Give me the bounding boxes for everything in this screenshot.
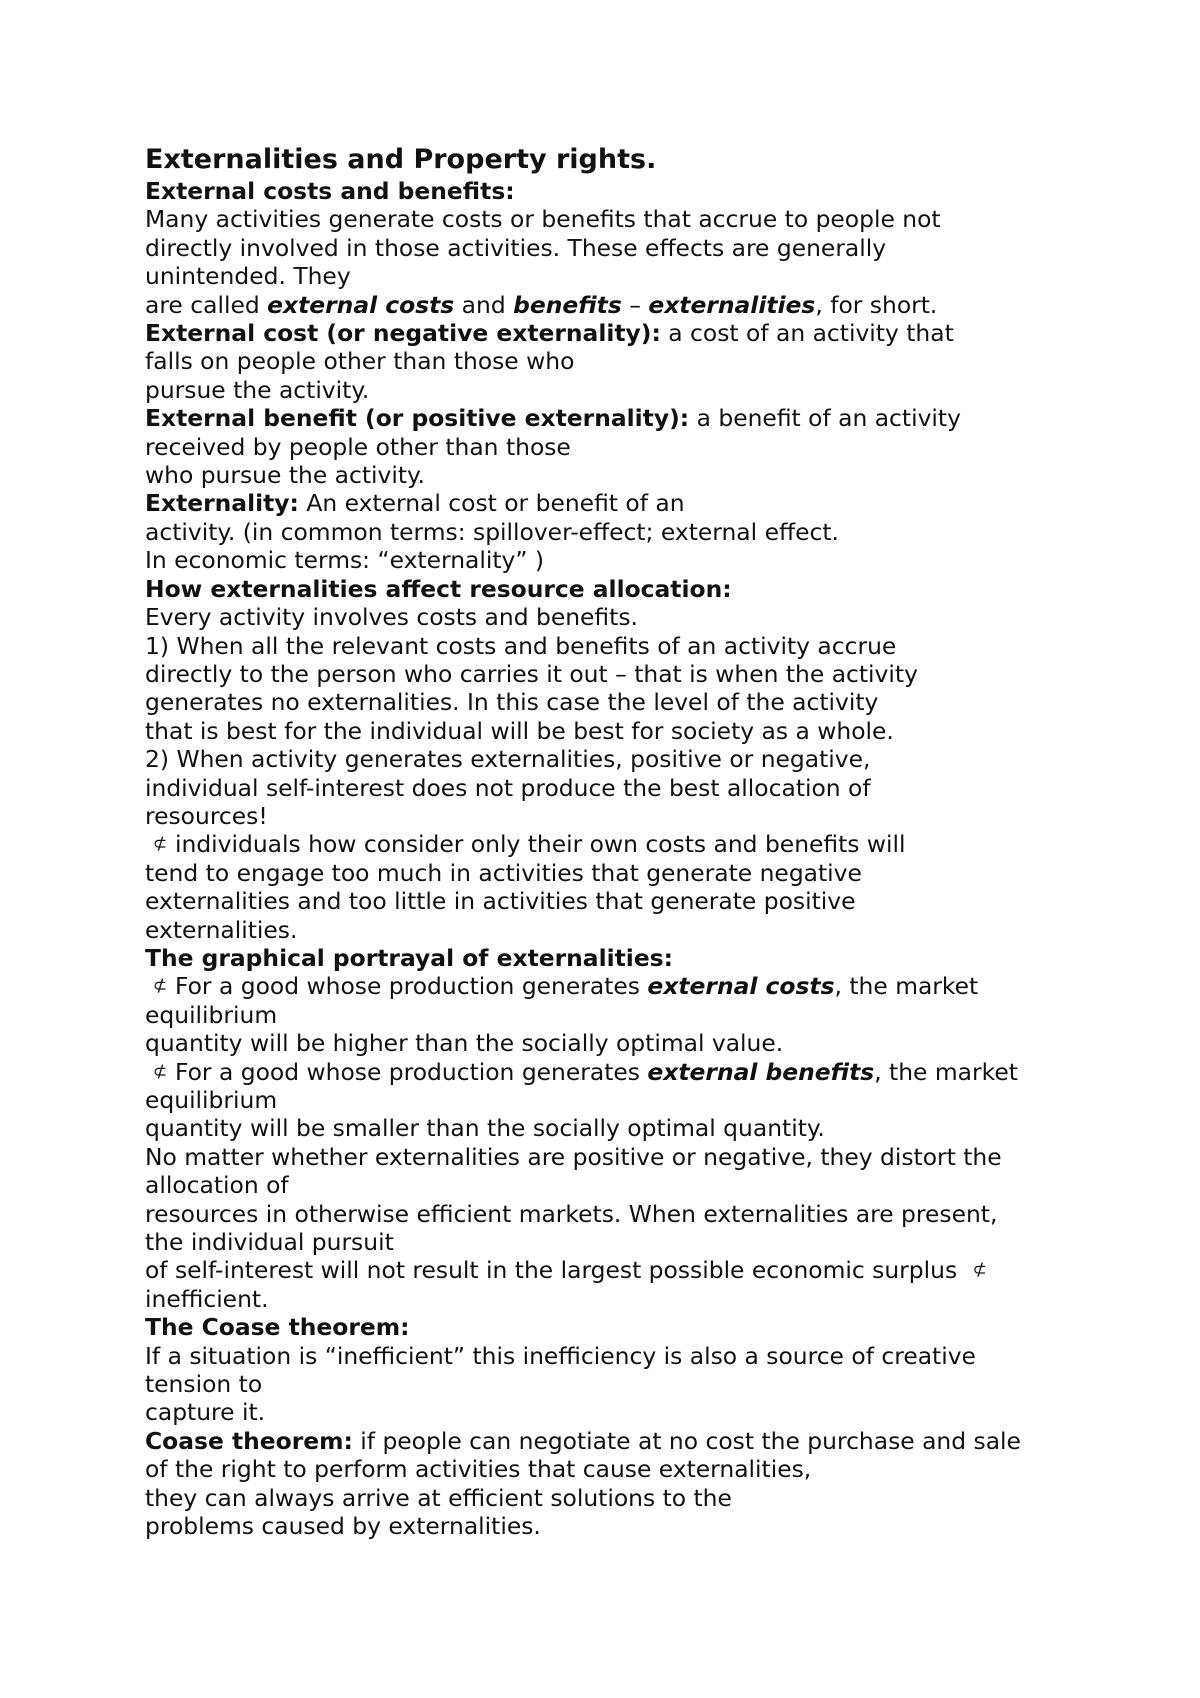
text-run: who pursue the activity.: [145, 461, 425, 490]
text-run: In economic terms: “externality” ): [145, 546, 545, 575]
arrow-bullet-icon: ⊄: [152, 976, 168, 997]
text-run: , for short.: [815, 290, 938, 319]
text-run: directly involved in those activities. These effects are generally: [145, 233, 887, 262]
text-run: tend to engage too much in activities that generate negative: [145, 858, 862, 887]
text-line: [145, 262, 1075, 290]
document-title: Externalities and Property rights.: [145, 144, 657, 175]
text-run: benefits: [513, 290, 622, 319]
text-run: capture it.: [145, 1398, 266, 1427]
text-run: For a good whose production generates: [175, 1057, 648, 1086]
text-line: [145, 1029, 1075, 1057]
text-run: External benefit (or positive externality):: [145, 404, 690, 433]
arrow-bullet-icon: ⊄: [152, 1061, 168, 1082]
text-line: [145, 1143, 1075, 1171]
text-run: received by people other than those: [145, 432, 571, 461]
text-run: External cost (or negative externality):: [145, 319, 661, 348]
text-run: of self-interest will not result in the largest possible economic surplus: [145, 1256, 965, 1285]
text-run: quantity will be higher than the socially optimal value.: [145, 1029, 784, 1058]
text-run: that is best for the individual will be best for society as a whole.: [145, 716, 894, 745]
text-run: and: [454, 290, 514, 319]
text-line: [145, 802, 1075, 830]
text-run: falls on people other than those who: [145, 347, 575, 376]
text-line: [145, 404, 1075, 432]
text-line: [145, 745, 1075, 773]
text-run: equilibrium: [145, 1086, 278, 1114]
text-line: [145, 376, 1075, 404]
text-line: [145, 603, 1075, 631]
text-run: allocation of: [145, 1171, 289, 1200]
text-run: The Coase theorem:: [145, 1313, 410, 1342]
text-run: are called: [145, 290, 268, 319]
text-run: inefficient.: [145, 1284, 269, 1313]
text-line: [145, 319, 1075, 347]
text-run: resources in otherwise efficient markets. When externalities are present,: [145, 1199, 998, 1228]
text-run: if people can negotiate at no cost the purchase and sale: [352, 1426, 1021, 1455]
text-line: [145, 1484, 1075, 1512]
text-line: [145, 1058, 1075, 1086]
text-line: [145, 1285, 1075, 1313]
text-run: directly to the person who carries it out – that is when the activity: [145, 659, 918, 688]
text-run: a benefit of an activity: [689, 404, 961, 433]
text-line: [145, 518, 1075, 546]
text-run: a cost of an activity that: [660, 319, 954, 348]
text-line: [145, 546, 1075, 574]
text-line: [145, 1398, 1075, 1426]
text-run: individual self-interest does not produce the best allocation of: [145, 773, 871, 802]
text-run: externalities.: [145, 915, 298, 944]
text-line: [145, 1086, 1075, 1114]
text-run: 1) When all the relevant costs and benefits of an activity accrue: [145, 631, 897, 660]
document-body: [145, 144, 1075, 1541]
text-run: pursue the activity.: [145, 375, 370, 404]
arrow-bullet-icon: ⊄: [152, 834, 168, 855]
text-line: [145, 291, 1075, 319]
text-line: [145, 461, 1075, 489]
text-line: [145, 347, 1075, 375]
text-line: [145, 1455, 1075, 1483]
text-run: externalities: [648, 290, 816, 319]
text-line: [145, 1200, 1075, 1228]
text-line: [145, 489, 1075, 517]
text-line: [145, 575, 1075, 603]
text-run: external benefits: [647, 1057, 875, 1086]
text-run: , the market: [834, 972, 979, 1001]
text-run: unintended. They: [145, 262, 351, 291]
text-run: –: [621, 290, 649, 319]
text-line: [145, 177, 1075, 205]
text-run: individuals how consider only their own costs and benefits will: [175, 830, 906, 859]
text-run: The graphical portrayal of externalities:: [145, 943, 673, 972]
text-line: [145, 717, 1075, 745]
text-run: External costs and benefits:: [145, 177, 515, 205]
text-run: , the market: [874, 1057, 1018, 1086]
text-line: [145, 1342, 1075, 1370]
text-line: [145, 972, 1075, 1000]
text-run: No matter whether externalities are positive or negative, they distort the: [145, 1142, 1002, 1171]
text-line: [145, 1256, 1075, 1284]
text-line: [145, 205, 1075, 233]
text-run: equilibrium: [145, 1000, 278, 1029]
text-run: tension to: [145, 1370, 263, 1399]
text-run: resources!: [145, 801, 268, 830]
text-line: [145, 688, 1075, 716]
text-run: they can always arrive at efficient solutions to the: [145, 1483, 732, 1512]
text-run: external costs: [267, 290, 455, 319]
text-run: Externality:: [145, 489, 299, 518]
text-run: externalities and too little in activities that generate positive: [145, 887, 856, 916]
text-line: [145, 944, 1075, 972]
text-run: the individual pursuit: [145, 1228, 394, 1257]
text-line: [145, 632, 1075, 660]
text-line: [145, 433, 1075, 461]
text-run: Many activities generate costs or benefits that accrue to people not: [145, 205, 941, 234]
text-line: [145, 1171, 1075, 1199]
text-run: An external cost or benefit of an: [298, 489, 685, 518]
text-line: [145, 1001, 1075, 1029]
text-run: of the right to perform activities that cause externalities,: [145, 1455, 812, 1484]
text-run: 2) When activity generates externalities, positive or negative,: [145, 745, 871, 774]
text-line: [145, 1370, 1075, 1398]
arrow-bullet-icon: ⊄: [972, 1260, 987, 1281]
text-run: Every activity involves costs and benefits.: [145, 603, 638, 632]
text-line: [145, 859, 1075, 887]
text-line: [145, 660, 1075, 688]
text-run: How externalities affect resource allocation:: [145, 574, 732, 603]
text-line: [145, 887, 1075, 915]
text-run: external costs: [647, 972, 835, 1001]
text-line: [145, 1114, 1075, 1142]
text-run: generates no externalities. In this case the level of the activity: [145, 688, 879, 717]
text-run: If a situation is “inefficient” this inefficiency is also a source of creative: [145, 1341, 976, 1370]
text-run: Coase theorem:: [145, 1426, 353, 1455]
text-line: [145, 830, 1075, 858]
text-run: For a good whose production generates: [175, 972, 648, 1001]
text-run: problems caused by externalities.: [145, 1512, 541, 1541]
text-line: [145, 234, 1075, 262]
text-line: [145, 774, 1075, 802]
text-line: [145, 1313, 1075, 1341]
text-line: [145, 1228, 1075, 1256]
text-line: [145, 916, 1075, 944]
text-line: [145, 1427, 1075, 1455]
text-run: activity. (in common terms: spillover-effect; external effect.: [145, 517, 839, 546]
text-line: [145, 1512, 1075, 1540]
text-run: quantity will be smaller than the socially optimal quantity.: [145, 1114, 825, 1143]
